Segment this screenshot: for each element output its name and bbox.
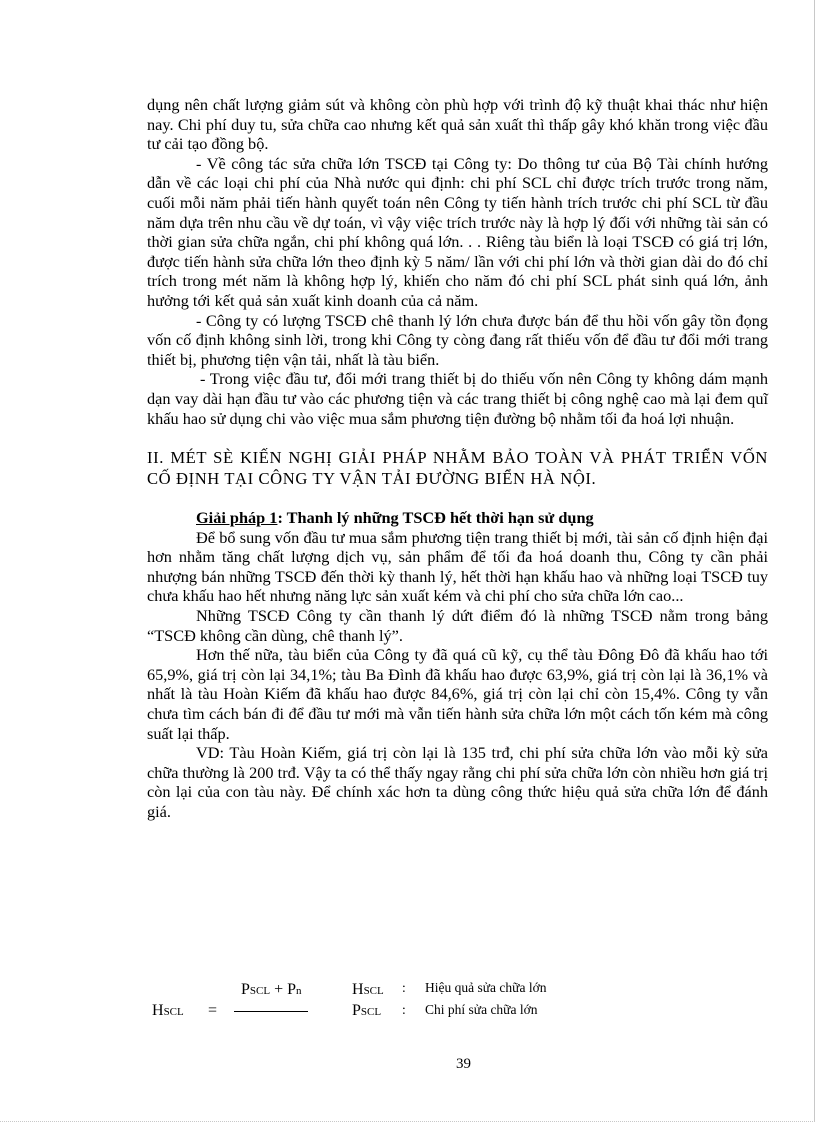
solution-title-text: : Thanh lý những TSCĐ hết thời hạn sử dụng: [277, 508, 594, 528]
paragraph-liquidation-assets: - Công ty có lượng TSCĐ chê thanh lý lớn chưa được bán để thu hồi vốn gây tồn đọng vốn cố định không sinh lời, trong khi Công ty còng đang rất thiếu vốn để đầu tư đổi mới trang thiết bị, phương tiện vận tải, nhất là tàu biển.: [147, 310, 768, 369]
solution-label: Giải pháp 1: [196, 508, 278, 528]
formula-equals: =: [208, 1002, 218, 1019]
solution-paragraph-2: Những TSCĐ Công ty cần thanh lý dứt điểm đó là những TSCĐ nằm trong bảng “TSCĐ không cần dùng, chê thanh lý”.: [147, 606, 768, 645]
paragraph-investment: - Trong việc đầu tư, đổi mới trang thiết bị do thiếu vốn nên Công ty không dám mạnh dạn vay dài hạn đầu tư vào các phương tiện và các trang thiết bị công nghệ cao mà lại đem quĩ khấu hao sử dụng chi vào việc mua sắm phương tiện đường bộ nhằm tối đa hoá lợi nhuận.: [147, 369, 768, 428]
paragraph-repair-policy: - Về công tác sửa chữa lớn TSCĐ tại Công ty: Do thông tư của Bộ Tài chính hướng dẫn về các loại chi phí của Nhà nước qui định: chi phí SCL chỉ được trích trước trong năm, cuối mỗi năm phải tiến hành quyết toán nên Công ty tiến hành trích trước chi phí SCL từ đầu năm dựa trên nhu cầu về dự toán, vì vậy việc trích trước này là hợp lý đối với những tài sản có thời gian sửa chữa ngắn, chi phí không quá lớn. . . Riêng tàu biển là loại TSCĐ có giá trị lớn, được tiến hành sửa chữa lớn theo định kỳ 5 năm/ lần với chi phí lớn và thời gian dài do đó chỉ trích trong mét năm là không hợp lý, khiến cho năm đó chi phí SCL phát sinh quá lớn, ảnh hưởng tới kết quả sản xuất kinh doanh của cả năm.: [147, 153, 768, 310]
fraction-bar: [234, 1011, 308, 1012]
paragraph-continuation: dụng nên chất lượng giảm sút và không còn phù hợp với trình độ kỹ thuật khai thác như hiện nay. Chi phí duy tu, sửa chữa cao nhưng kết quả sản xuất thì thấp gây khó khăn trong việc đầu tư cải tạo đồng bộ.: [147, 95, 768, 154]
section-heading: II. MÉT SÈ KIẾN NGHỊ GIẢI PHÁP NHẰM BẢO TOÀN VÀ PHÁT TRIỂN VỐN CỐ ĐỊNH TẠI CÔNG TY VẬN TẢI ĐƯỜNG BIỂN HÀ NỘI.: [147, 448, 768, 489]
page-number: 39: [456, 1056, 471, 1072]
def-p-colon: :: [402, 1002, 406, 1017]
def-h-text: Hiệu quả sửa chữa lớn: [425, 980, 547, 995]
def-h-symbol: HSCL: [352, 981, 384, 998]
solution-paragraph-4: VD: Tàu Hoàn Kiếm, giá trị còn lại là 135 trđ, chi phí sửa chữa lớn vào mỗi kỳ sửa chữa thường là 200 trđ. Vậy ta có thể thấy ngay rằng chi phí sửa chữa lớn còn nhiều hơn giá trị còn lại của con tàu này. Để chính xác hơn ta dùng công thức hiệu quả sửa chữa lớn để đánh giá.: [147, 743, 768, 821]
solution-paragraph-3: Hơn thế nữa, tàu biển của Công ty đã quá cũ kỹ, cụ thể tàu Đông Đô đã khấu hao tới 65,9%, giá trị còn lại 34,1%; tàu Ba Đình đã khấu hao được 63,9%, giá trị còn lại là 36,1% và nhất là tàu Hoàn Kiếm đã khấu hao được 84,6%, giá trị còn lại chỉ còn 15,4%. Công ty vẫn chưa tìm cách bán đi để đầu tư mới mà vẫn tiến hành sửa chữa lớn một cách tốn kém mà công suất lại thấp.: [147, 645, 768, 743]
def-p-text: Chi phí sửa chữa lớn: [425, 1002, 538, 1017]
def-h-colon: :: [402, 980, 406, 995]
def-p-symbol: PSCL: [352, 1002, 382, 1019]
formula-lhs: HSCL: [152, 1002, 184, 1019]
formula-numerator: PSCL + Pn: [241, 981, 302, 998]
solution-paragraph-1: Để bổ sung vốn đầu tư mua sắm phương tiện trang thiết bị mới, tài sản cố định hiện đại hơn nhằm tăng chất lượng dịch vụ, sản phẩm để tối đa hoá doanh thu, Công ty cần phải nhượng bán những TSCĐ đến thời kỳ thanh lý, hết thời hạn khấu hao và những loại TSCĐ tuy chưa khấu hao hết nhưng năng lực sản xuất kém và chi phí cho sửa chữa lớn cao...: [147, 527, 768, 606]
